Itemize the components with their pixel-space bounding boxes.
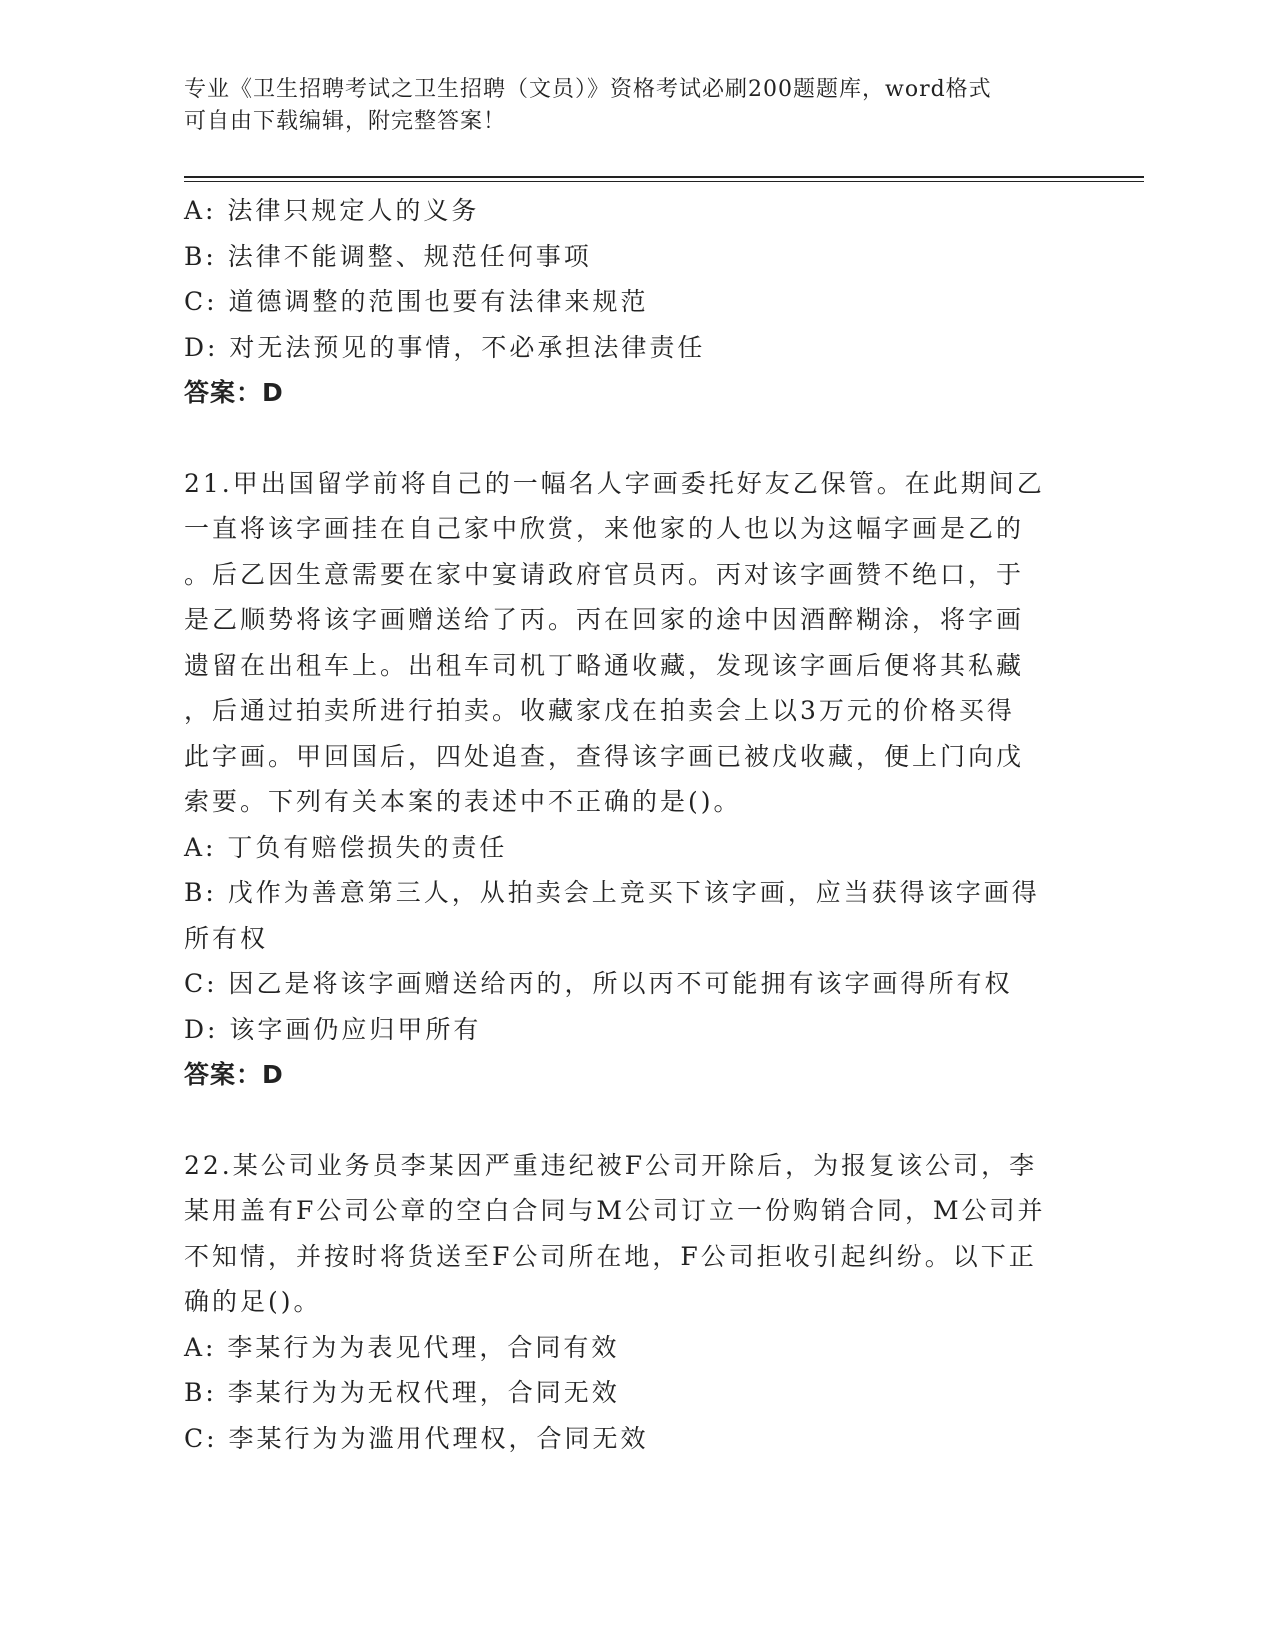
option-b: B: 李某行为为无权代理，合同无效 [184, 1378, 620, 1407]
question-stem-line: 此字画。甲回国后，四处追查，查得该字画已被戊收藏，便上门向戊 [184, 741, 1025, 771]
header-divider-thick [184, 176, 1144, 178]
answer-line: 答案：D [184, 378, 284, 407]
spacer [184, 1098, 1064, 1143]
question-stem-line: 某用盖有F公司公章的空白合同与M公司订立一份购销合同，M公司并 [184, 1196, 1046, 1225]
question-21 [184, 461, 1064, 1098]
option-d: D: 对无法预见的事情，不必承担法律责任 [184, 332, 706, 362]
question-stem-line: 22.某公司业务员李某因严重违纪被F公司开除后，为报复该公司，李 [184, 1150, 1038, 1180]
option-a: A: 法律只规定人的义务 [184, 196, 480, 225]
header-line-1: 专业《卫生招聘考试之卫生招聘（文员）》资格考试必刷200题题库，word格式 [184, 77, 992, 102]
question-stem-line: 。后乙因生意需要在家中宴请政府官员丙。丙对该字画赞不绝口，于 [184, 559, 1025, 589]
option-c: C: 道德调整的范围也要有法律来规范 [184, 287, 649, 316]
option-b-continued: 所有权 [184, 923, 269, 953]
question-20 [184, 188, 1064, 416]
option-a: A: 丁负有赔偿损失的责任 [184, 832, 508, 862]
answer-line: 答案：D [184, 1060, 284, 1089]
question-stem-line: 是乙顺势将该字画赠送给了丙。丙在回家的途中因酒醉糊涂，将字画 [184, 605, 1025, 634]
header-divider-thin [184, 181, 1144, 182]
option-a: A: 李某行为为表见代理，合同有效 [184, 1332, 620, 1362]
question-stem-line: 21.甲出国留学前将自己的一幅名人字画委托好友乙保管。在此期间乙 [184, 468, 1045, 498]
question-22 [184, 1143, 1064, 1462]
header-line-2: 可自由下载编辑，附完整答案！ [184, 109, 507, 134]
question-stem-line: ，后通过拍卖所进行拍卖。收藏家戊在拍卖会上以3万元的价格买得 [184, 696, 1015, 725]
spacer [184, 416, 1064, 461]
option-c: C: 李某行为为滥用代理权，合同无效 [184, 1423, 649, 1453]
document-header [184, 74, 1084, 138]
question-content [184, 188, 1064, 1461]
option-d: D: 该字画仍应归甲所有 [184, 1014, 482, 1044]
question-stem-line: 不知情，并按时将货送至F公司所在地，F公司拒收引起纠纷。以下正 [184, 1241, 1037, 1271]
question-stem-line: 遗留在出租车上。出租车司机丁略通收藏，发现该字画后便将其私藏 [184, 650, 1025, 680]
question-stem-line: 一直将该字画挂在自己家中欣赏，来他家的人也以为这幅字画是乙的 [184, 514, 1025, 543]
question-stem-line: 确的足()。 [184, 1287, 322, 1316]
option-b: B: 戊作为善意第三人，从拍卖会上竞买下该字画，应当获得该字画得 [184, 878, 1040, 907]
option-b: B: 法律不能调整、规范任何事项 [184, 241, 592, 271]
question-stem-line: 索要。下列有关本案的表述中不正确的是()。 [184, 787, 742, 816]
option-c: C: 因乙是将该字画赠送给丙的，所以丙不可能拥有该字画得所有权 [184, 969, 1013, 998]
